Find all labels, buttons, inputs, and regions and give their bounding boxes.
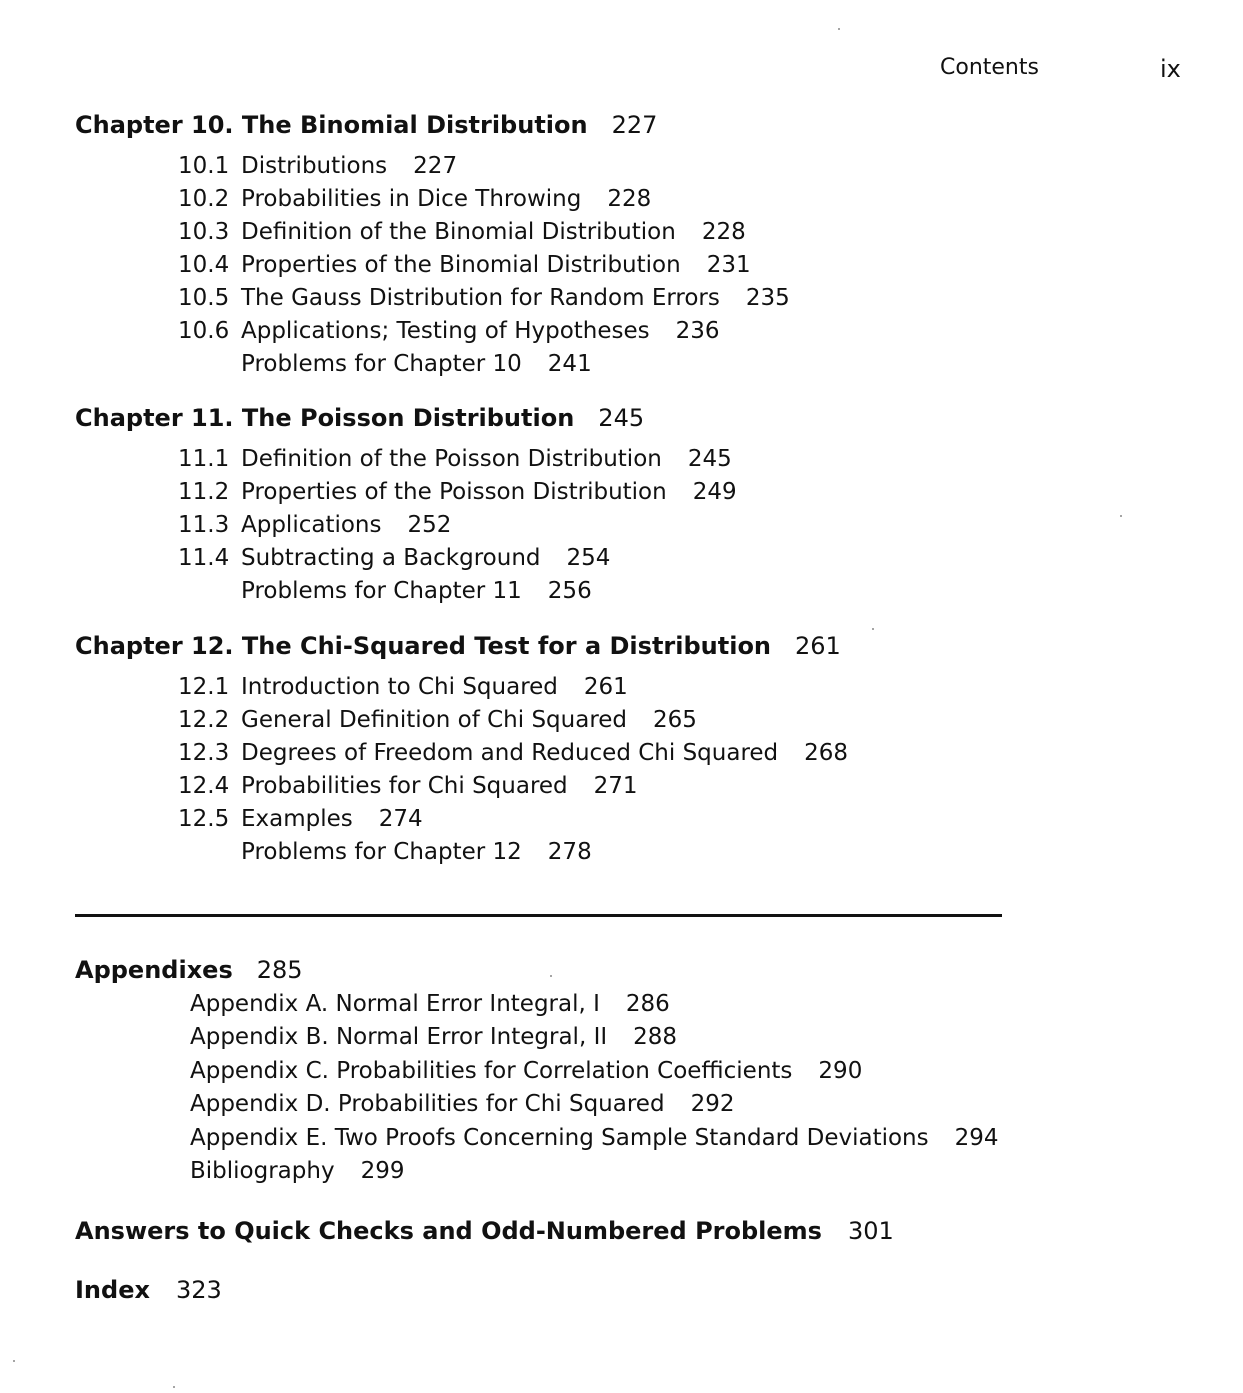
section-number: 12.3 (178, 740, 230, 766)
section-entry (75, 509, 1075, 542)
section-page: 271 (593, 773, 638, 799)
section-number: 11.2 (178, 479, 230, 505)
appendix-entry (75, 988, 1075, 1021)
section-title: Problems for Chapter 11 (241, 578, 522, 604)
answers-title: Answers to Quick Checks and Odd-Numbered Problems (75, 1217, 822, 1245)
section-number: 11.4 (178, 545, 230, 571)
appendix-entry (75, 1021, 1075, 1054)
section-page: 235 (745, 285, 790, 311)
chapter-11 (75, 403, 1075, 608)
section-number: 11.1 (178, 446, 230, 472)
section-page: 252 (407, 512, 452, 538)
scan-speck (872, 628, 874, 630)
section-number: 12.1 (178, 674, 230, 700)
section-title: Definition of the Poisson Distribution (241, 446, 662, 472)
scan-speck (550, 975, 552, 977)
bibliography-entry (75, 1155, 1075, 1188)
section-list (75, 671, 1075, 869)
section-entry (75, 443, 1075, 476)
page-number: ix (1160, 55, 1181, 83)
section-title: General Definition of Chi Squared (241, 707, 628, 733)
section-page: 274 (378, 806, 423, 832)
section-page: 278 (547, 839, 592, 865)
section-number: 10.2 (178, 186, 230, 212)
section-page: 241 (547, 351, 592, 377)
section-entry (75, 737, 1075, 770)
section-title: Degrees of Freedom and Reduced Chi Squared (241, 740, 779, 766)
section-page: 245 (687, 446, 732, 472)
section-entry (75, 150, 1075, 183)
chapter-title: Chapter 12. The Chi-Squared Test for a Distribution (75, 632, 772, 660)
chapter-page: 227 (611, 111, 658, 139)
scan-speck (173, 1386, 175, 1388)
chapter-page: 261 (795, 632, 841, 660)
answers-entry (75, 1217, 894, 1245)
running-head-label: Contents (940, 55, 1039, 80)
section-entry (75, 542, 1075, 575)
section-page: 227 (413, 153, 458, 179)
section-title: Problems for Chapter 10 (241, 351, 522, 377)
section-title: Introduction to Chi Squared (241, 674, 558, 700)
section-page: 231 (706, 252, 751, 278)
section-page: 254 (566, 545, 611, 571)
section-title: Distributions (241, 153, 388, 179)
appendix-list (75, 988, 1075, 1188)
chapter-heading (75, 403, 1075, 433)
chapter-page: 245 (598, 404, 645, 432)
section-title: Applications (241, 512, 382, 538)
section-number: 10.6 (178, 318, 230, 344)
section-number: 12.4 (178, 773, 230, 799)
section-entry (75, 803, 1075, 836)
appendixes-heading (75, 955, 1075, 985)
section-number: 10.4 (178, 252, 230, 278)
chapter-12 (75, 631, 1075, 869)
appendix-title: Appendix A. Normal Error Integral, I (190, 991, 600, 1017)
chapter-title: Chapter 11. The Poisson Distribution (75, 404, 575, 432)
section-entry (75, 704, 1075, 737)
section-number: 10.3 (178, 219, 230, 245)
section-title: Probabilities in Dice Throwing (241, 186, 582, 212)
section-title: Problems for Chapter 12 (241, 839, 522, 865)
chapter-10 (75, 110, 1075, 381)
problems-entry (75, 836, 1075, 869)
appendix-page: 286 (625, 991, 670, 1017)
section-page: 236 (675, 318, 720, 344)
section-title: Properties of the Binomial Distribution (241, 252, 681, 278)
section-number: 12.5 (178, 806, 230, 832)
index-entry (75, 1276, 222, 1304)
scan-speck (838, 28, 840, 30)
index-page: 323 (175, 1276, 222, 1304)
scan-speck (13, 1360, 15, 1362)
section-entry (75, 671, 1075, 704)
index-title: Index (75, 1276, 150, 1304)
appendix-title: Appendix E. Two Proofs Concerning Sample Standard Deviations (190, 1124, 929, 1151)
section-title: Properties of the Poisson Distribution (241, 479, 667, 505)
appendixes-block (75, 955, 1075, 1188)
section-entry (75, 770, 1075, 803)
section-title: Applications; Testing of Hypotheses (241, 318, 650, 344)
section-page: 261 (583, 674, 628, 700)
section-entry (75, 216, 1075, 249)
section-divider (75, 914, 1002, 917)
section-title: Definition of the Binomial Distribution (241, 219, 676, 245)
section-number: 10.5 (178, 285, 230, 311)
section-entry (75, 476, 1075, 509)
appendix-page: 288 (633, 1024, 678, 1051)
section-entry (75, 315, 1075, 348)
section-title: The Gauss Distribution for Random Errors (241, 285, 720, 311)
section-number: 10.1 (178, 153, 230, 179)
chapter-heading (75, 110, 1075, 140)
appendix-entry (75, 1122, 1075, 1155)
appendix-page: 292 (690, 1091, 735, 1118)
scan-speck (1120, 515, 1122, 517)
appendix-page: 290 (818, 1057, 863, 1084)
chapter-title: Chapter 10. The Binomial Distribution (75, 111, 588, 139)
section-title: Examples (241, 806, 353, 832)
appendix-title: Appendix D. Probabilities for Chi Squared (190, 1091, 665, 1118)
appendix-entry (75, 1088, 1075, 1121)
section-entry (75, 282, 1075, 315)
section-entry (75, 249, 1075, 282)
appendix-title: Bibliography (190, 1157, 335, 1184)
appendix-title: Appendix B. Normal Error Integral, II (190, 1024, 608, 1051)
section-list (75, 443, 1075, 608)
problems-entry (75, 348, 1075, 381)
section-page: 265 (653, 707, 697, 733)
section-page: 228 (607, 186, 652, 212)
section-entry (75, 183, 1075, 216)
appendixes-page: 285 (256, 956, 303, 984)
section-number: 12.2 (178, 707, 230, 733)
appendix-page: 299 (360, 1157, 405, 1184)
answers-page: 301 (847, 1217, 894, 1245)
section-title: Subtracting a Background (241, 545, 541, 571)
appendixes-title: Appendixes (75, 956, 233, 984)
section-number: 11.3 (178, 512, 230, 538)
chapter-heading (75, 631, 1075, 661)
section-page: 249 (692, 479, 737, 505)
appendix-entry (75, 1055, 1075, 1088)
section-page: 256 (547, 578, 592, 604)
problems-entry (75, 575, 1075, 608)
section-title: Probabilities for Chi Squared (241, 773, 568, 799)
section-list (75, 150, 1075, 381)
appendix-page: 294 (954, 1124, 999, 1151)
section-page: 268 (804, 740, 849, 766)
section-page: 228 (701, 219, 746, 245)
appendix-title: Appendix C. Probabilities for Correlation Coefficients (190, 1057, 793, 1084)
